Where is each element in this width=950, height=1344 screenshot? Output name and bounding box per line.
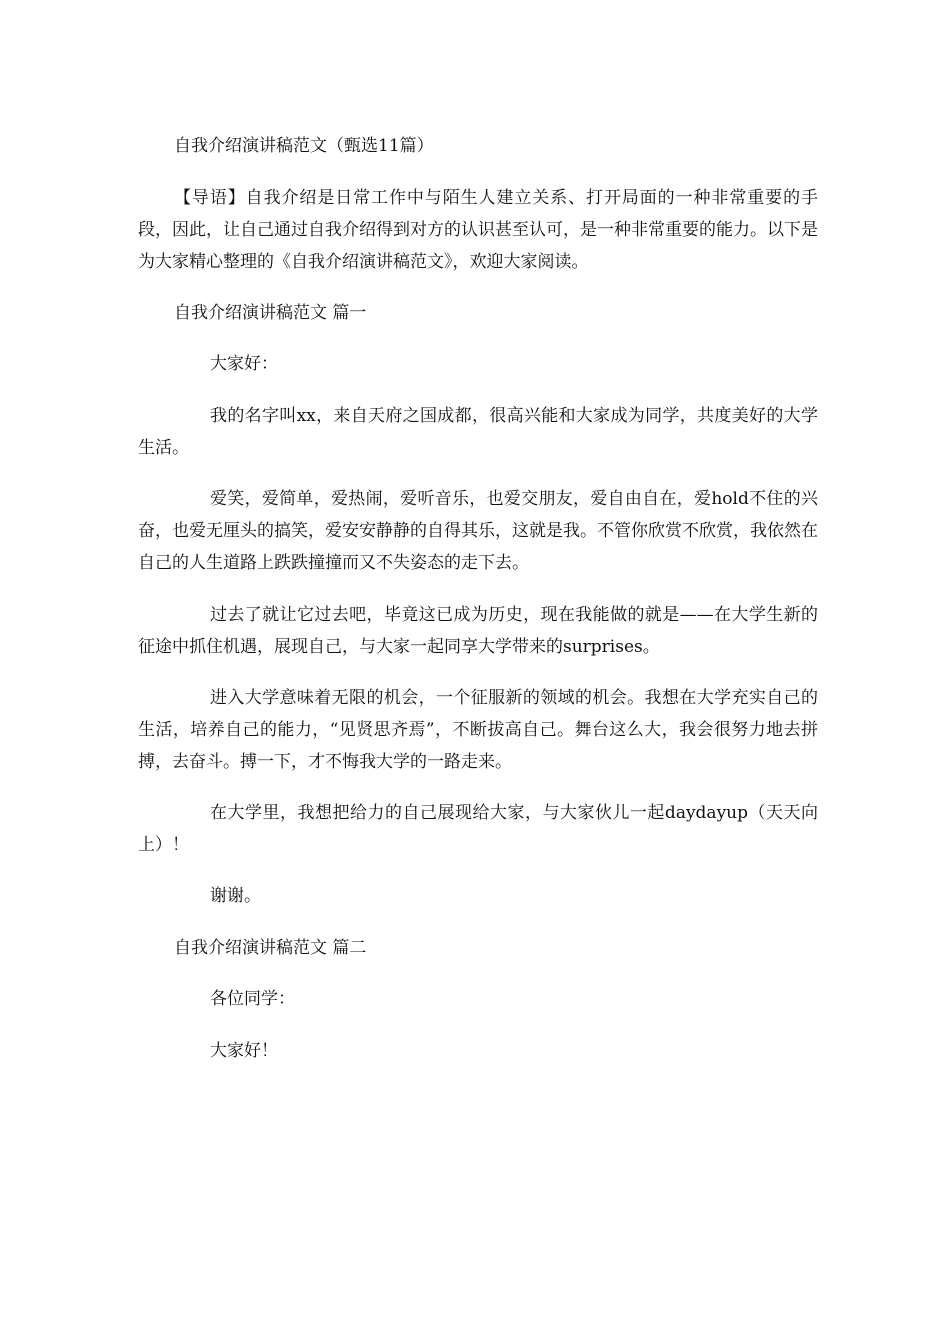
document-page [138,130,818,1067]
section1-paragraph-5: 在大学里，我想把给力的自己展现给大家，与大家伙儿一起daydayup（天天向上）！ [138,803,818,855]
section-heading-2: 自我介绍演讲稿范文 篇二 [174,938,367,958]
document-title: 自我介绍演讲稿范文（甄选11篇） [174,136,434,156]
section2-line-2: 大家好！ [210,1041,278,1061]
section1-closing: 谢谢。 [210,886,261,906]
section1-greeting: 大家好： [210,354,278,374]
section2-greeting: 各位同学： [210,989,295,1009]
section1-paragraph-3: 过去了就让它过去吧，毕竟这已成为历史，现在我能做的就是——在大学生新的征途中抓住机遇，展现自己，与大家一起同享大学带来的surprises。 [138,605,818,657]
section1-paragraph-2: 爱笑，爱简单，爱热闹，爱听音乐，也爱交朋友，爱自由自在，爱hold不住的兴奋，也爱无厘头的搞笑，爱安安静静的自得其乐，这就是我。不管你欣赏不欣赏，我依然在自己的人生道路上跌跌撞撞而又不失姿态的走下去。 [138,489,818,573]
section-heading-1: 自我介绍演讲稿范文 篇一 [174,303,367,323]
section1-paragraph-1: 我的名字叫xx，来自天府之国成都，很高兴能和大家成为同学，共度美好的大学生活。 [138,406,818,458]
intro-paragraph: 【导语】自我介绍是日常工作中与陌生人建立关系、打开局面的一种非常重要的手段，因此，让自己通过自我介绍得到对方的认识甚至认可，是一种非常重要的能力。以下是为大家精心整理的《自我介绍演讲稿范文》，欢迎大家阅读。 [138,188,818,272]
section1-paragraph-4: 进入大学意味着无限的机会，一个征服新的领域的机会。我想在大学充实自己的生活，培养自己的能力，“见贤思齐焉”，不断拔高自己。舞台这么大，我会很努力地去拼搏，去奋斗。搏一下，才不悔我大学的一路走来。 [138,688,818,772]
